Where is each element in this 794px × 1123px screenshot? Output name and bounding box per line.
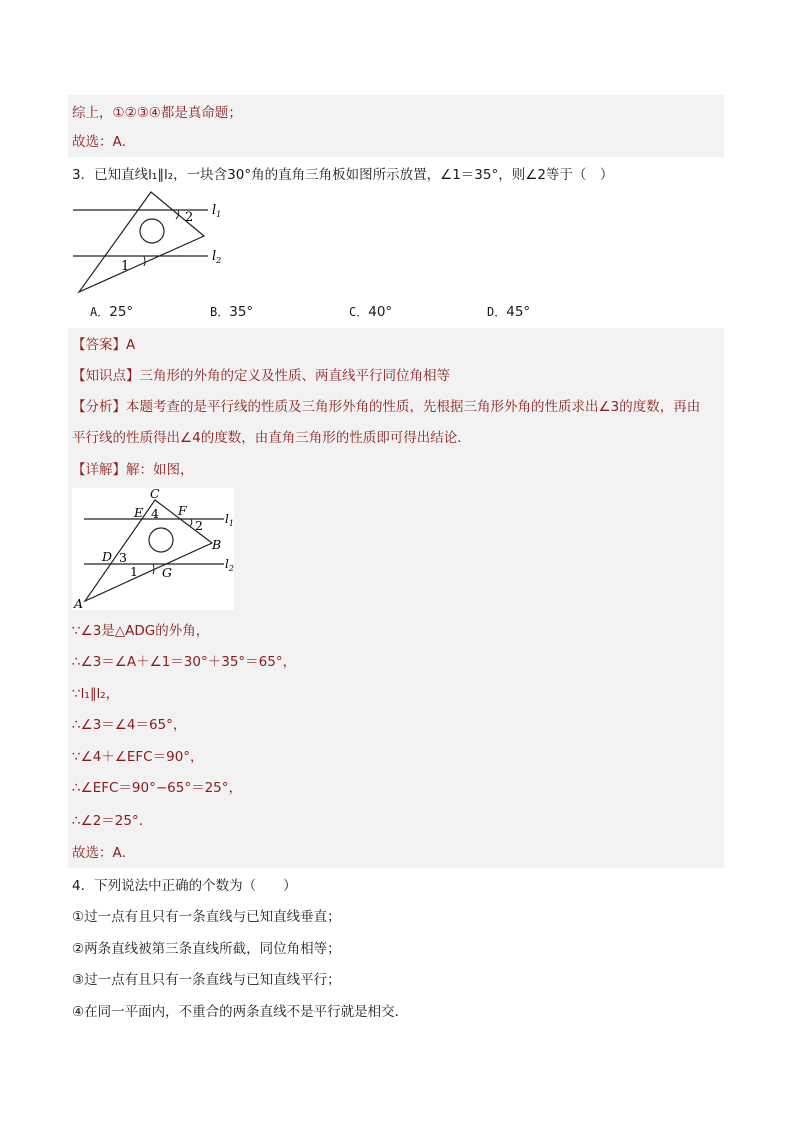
question-4-item-1: ①过一点有且只有一条直线与已知直线垂直； (72, 909, 341, 925)
question-4-item-2: ②两条直线被第三条直线所截，同位角相等； (72, 941, 341, 957)
option-a[interactable]: A．25° (90, 304, 134, 320)
fig2-label-1: 1 (130, 564, 138, 579)
fig1-label-l1: $l_1$ (212, 203, 222, 219)
question-4-item-4: ④在同一平面内，不重合的两条直线不是平行就是相交． (72, 1004, 409, 1020)
recap-line-2: 故选：A． (72, 134, 136, 150)
fig2-label-3: 3 (119, 550, 127, 565)
figure-labeled-triangle (72, 488, 234, 610)
analysis-line-2: 平行线的性质得出∠4的度数，由直角三角形的性质即可得出结论． (72, 430, 471, 446)
recap-line-1: 综上，①②③④都是真命题； (72, 105, 242, 121)
knowledge-point-line: 【知识点】三角形的外角的定义及性质、两直线平行同位角相等 (72, 368, 450, 384)
solution-step-2: ∴∠3＝∠A＋∠1＝30°＋35°＝65°， (72, 654, 297, 670)
solution-step-4: ∴∠3＝∠4＝65°， (72, 717, 187, 733)
fig2-label-l1: $l_1$ (225, 512, 234, 528)
figure-triangle-parallel-lines (70, 188, 230, 298)
fig2-label-F: F (178, 503, 187, 518)
answer-line: 【答案】A (72, 337, 136, 353)
fig2-label-G: G (162, 565, 172, 580)
option-c[interactable]: C．40° (349, 304, 393, 320)
question-3-stem: 3．已知直线l₁∥l₂，一块含30°角的直角三角板如图所示放置，∠1＝35°，则∠2等于（ ） (72, 167, 614, 183)
solution-step-6: ∴∠EFC＝90°−65°＝25°， (72, 780, 243, 796)
solution-step-5: ∵∠4＋∠EFC＝90°， (72, 749, 204, 765)
question-4-item-3: ③过一点有且只有一条直线与已知直线平行； (72, 972, 341, 988)
fig1-angle-1: 1 (121, 259, 130, 274)
solution-conclusion: 故选：A． (72, 845, 136, 861)
fig2-label-C: C (150, 488, 160, 501)
solution-step-1: ∵∠3是△ADG的外角， (72, 623, 210, 639)
analysis-line-1: 【分析】本题考查的是平行线的性质及三角形外角的性质，先根据三角形外角的性质求出∠3的度数，再由 (72, 399, 701, 415)
solution-step-7: ∴∠2＝25°． (72, 813, 153, 829)
option-d[interactable]: D．45° (487, 304, 531, 320)
detail-line: 【详解】解：如图， (72, 462, 194, 478)
fig2-label-4: 4 (151, 506, 159, 521)
fig1-label-l2: $l_2$ (212, 249, 222, 265)
fig2-label-2: 2 (195, 518, 203, 533)
fig2-label-l2: $l_2$ (225, 557, 234, 573)
solution-step-3: ∵l₁∥l₂， (72, 686, 120, 702)
fig1-angle-2: 2 (185, 210, 194, 225)
fig2-label-D: D (102, 549, 113, 564)
fig2-label-A: A (74, 596, 84, 610)
question-4-stem: 4．下列说法中正确的个数为（ ） (72, 878, 297, 894)
fig2-label-B: B (212, 537, 222, 552)
option-b[interactable]: B．35° (210, 304, 254, 320)
fig2-label-E: E (134, 505, 144, 520)
